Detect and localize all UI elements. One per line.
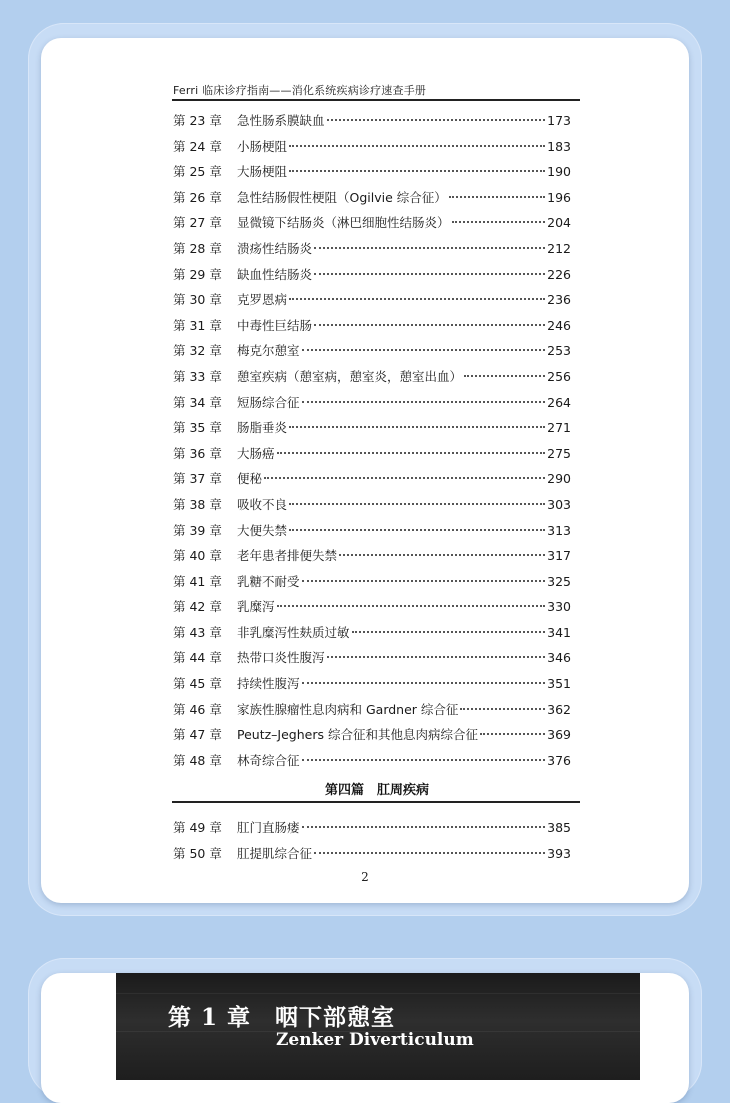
toc-entry bbox=[173, 594, 571, 620]
toc-chapter-title: 大便失禁 bbox=[237, 522, 288, 538]
toc-page-number: 183 bbox=[547, 138, 571, 154]
part-rule bbox=[172, 801, 580, 803]
part-title: 第四篇 肛周疾病 bbox=[324, 783, 429, 798]
toc-chapter-title: 肛门直肠瘘 bbox=[237, 820, 300, 835]
toc-entry bbox=[173, 518, 571, 544]
toc-page-number: 275 bbox=[547, 445, 571, 461]
toc-entry bbox=[173, 390, 571, 416]
toc-chapter-title: 显微镜下结肠炎（淋巴细胞性结肠炎） bbox=[237, 215, 450, 231]
toc-page-number: 256 bbox=[547, 368, 571, 384]
chapter-preview-card bbox=[28, 958, 702, 1098]
toc-page-number: 204 bbox=[547, 215, 571, 231]
toc-chapter-title: 溃疡性结肠炎 bbox=[237, 240, 313, 256]
toc-leader-dots bbox=[302, 401, 545, 403]
running-head: Ferri 临床诊疗指南——消化系统疾病诊疗速查手册 bbox=[173, 84, 427, 97]
toc-page-number: 376 bbox=[547, 752, 571, 768]
toc-entry bbox=[173, 108, 571, 134]
toc-entry bbox=[173, 543, 571, 569]
toc-entry bbox=[173, 569, 571, 595]
toc-chapter-number: 第 49 章 bbox=[173, 820, 222, 835]
toc-leader-dots bbox=[289, 170, 545, 172]
toc-leader-dots bbox=[302, 682, 545, 684]
toc-chapter-title: 急性结肠假性梗阻（Ogilvie 综合征） bbox=[237, 189, 447, 205]
toc-page-number: 362 bbox=[547, 701, 571, 717]
toc-page-number: 173 bbox=[547, 113, 571, 128]
toc-page-number: 290 bbox=[547, 471, 571, 487]
toc-chapter-title: 小肠梗阻 bbox=[237, 138, 288, 154]
toc-chapter-title: 缺血性结肠炎 bbox=[237, 266, 313, 282]
toc-chapter-title: 中毒性巨结肠 bbox=[237, 317, 313, 333]
toc-chapter-title: 老年患者排便失禁 bbox=[237, 548, 338, 564]
toc-page-number: 346 bbox=[547, 650, 571, 666]
toc-leader-dots bbox=[314, 247, 545, 249]
toc-leader-dots bbox=[264, 477, 545, 479]
toc-chapter-number: 第 47 章 bbox=[173, 727, 222, 743]
toc-page-number: 264 bbox=[547, 394, 571, 410]
chapter-subheading: Zenker Diverticulum bbox=[276, 1030, 474, 1050]
toc-leader-dots bbox=[449, 196, 545, 198]
toc-chapter-title: 肛提肌综合征 bbox=[237, 845, 313, 861]
toc-entry bbox=[173, 671, 571, 697]
toc-leader-dots bbox=[314, 273, 545, 275]
toc-page-number: 246 bbox=[547, 317, 571, 333]
toc-chapter-number: 第 44 章 bbox=[173, 650, 222, 666]
toc-entry bbox=[173, 159, 571, 185]
toc-chapter-title: 热带口炎性腹泻 bbox=[237, 650, 325, 666]
toc-leader-dots bbox=[314, 324, 545, 326]
chapter-page bbox=[41, 973, 689, 1103]
toc-leader-dots bbox=[289, 529, 545, 531]
toc-page-number: 317 bbox=[547, 548, 571, 564]
toc-chapter-number: 第 33 章 bbox=[173, 368, 222, 384]
toc-page-number: 313 bbox=[547, 522, 571, 538]
toc-page-number: 303 bbox=[547, 496, 571, 512]
toc-leader-dots bbox=[302, 580, 545, 582]
toc-chapter-number: 第 39 章 bbox=[173, 522, 222, 538]
toc-chapter-number: 第 37 章 bbox=[173, 471, 222, 487]
toc-chapter-number: 第 42 章 bbox=[173, 599, 222, 615]
toc-chapter-number: 第 23 章 bbox=[173, 113, 222, 128]
toc-page-number: 236 bbox=[547, 292, 571, 308]
toc-entry bbox=[173, 364, 571, 390]
toc-chapter-title: 持续性腹泻 bbox=[237, 676, 300, 692]
toc-chapter-number: 第 38 章 bbox=[173, 496, 222, 512]
toc-leader-dots bbox=[352, 631, 545, 633]
toc-leader-dots bbox=[277, 452, 545, 454]
toc-chapter-number: 第 29 章 bbox=[173, 266, 222, 282]
toc-chapter-number: 第 28 章 bbox=[173, 240, 222, 256]
toc-page-number: 226 bbox=[547, 266, 571, 282]
toc-entry bbox=[173, 466, 571, 492]
toc-chapter-number: 第 41 章 bbox=[173, 573, 222, 589]
toc-entry bbox=[173, 722, 571, 748]
toc-leader-dots bbox=[464, 375, 545, 377]
toc-leader-dots bbox=[327, 119, 545, 121]
toc-page-number: 196 bbox=[547, 189, 571, 205]
toc-chapter-title: 乳糜泻 bbox=[237, 599, 275, 615]
toc-leader-dots bbox=[277, 605, 545, 607]
toc-entry bbox=[173, 415, 571, 441]
toc-entry bbox=[173, 338, 571, 364]
toc-leader-dots bbox=[289, 298, 545, 300]
table-of-contents bbox=[173, 108, 571, 773]
page-number: 2 bbox=[361, 870, 369, 884]
toc-page-number: 253 bbox=[547, 343, 571, 359]
toc-chapter-number: 第 40 章 bbox=[173, 548, 222, 564]
toc-leader-dots bbox=[289, 426, 545, 428]
toc-chapter-number: 第 24 章 bbox=[173, 138, 222, 154]
toc-page bbox=[41, 38, 689, 903]
toc-entry bbox=[173, 134, 571, 160]
toc-chapter-number: 第 36 章 bbox=[173, 445, 222, 461]
toc-chapter-title: 急性肠系膜缺血 bbox=[237, 113, 325, 128]
toc-chapter-title: 家族性腺瘤性息肉病和 Gardner 综合征 bbox=[237, 701, 459, 717]
toc-leader-dots bbox=[480, 733, 545, 735]
toc-chapter-number: 第 30 章 bbox=[173, 292, 222, 308]
toc-leader-dots bbox=[289, 503, 545, 505]
toc-chapter-number: 第 35 章 bbox=[173, 420, 222, 436]
toc-chapter-number: 第 27 章 bbox=[173, 215, 222, 231]
toc-entry bbox=[173, 815, 571, 841]
toc-chapter-number: 第 43 章 bbox=[173, 624, 222, 640]
toc-entry bbox=[173, 492, 571, 518]
toc-leader-dots bbox=[302, 349, 545, 351]
toc-entry bbox=[173, 236, 571, 262]
toc-chapter-number: 第 32 章 bbox=[173, 343, 222, 359]
toc-entry bbox=[173, 841, 571, 867]
toc-page-number: 369 bbox=[547, 727, 571, 743]
toc-chapter-title: 林奇综合征 bbox=[237, 752, 300, 768]
toc-chapter-title: 短肠综合征 bbox=[237, 394, 300, 410]
toc-entry bbox=[173, 645, 571, 671]
toc-leader-dots bbox=[327, 656, 545, 658]
toc-entry bbox=[173, 441, 571, 467]
chapter-banner bbox=[116, 973, 640, 1080]
toc-entry bbox=[173, 185, 571, 211]
toc-chapter-number: 第 34 章 bbox=[173, 394, 222, 410]
toc-page-number: 351 bbox=[547, 676, 571, 692]
toc-chapter-title: 乳糖不耐受 bbox=[237, 573, 300, 589]
toc-entry bbox=[173, 313, 571, 339]
toc-chapter-number: 第 26 章 bbox=[173, 189, 222, 205]
toc-page-number: 385 bbox=[547, 820, 571, 835]
toc-chapter-title: 克罗恩病 bbox=[237, 292, 288, 308]
toc-page-number: 330 bbox=[547, 599, 571, 615]
toc-page-number: 271 bbox=[547, 420, 571, 436]
toc-chapter-title: Peutz–Jeghers 综合征和其他息肉病综合征 bbox=[237, 727, 478, 743]
toc-leader-dots bbox=[314, 852, 545, 854]
toc-entry bbox=[173, 262, 571, 288]
toc-page-number: 325 bbox=[547, 573, 571, 589]
header-rule bbox=[172, 99, 580, 101]
toc-chapter-title: 肠脂垂炎 bbox=[237, 420, 288, 436]
toc-chapter-number: 第 31 章 bbox=[173, 317, 222, 333]
toc-page-number: 190 bbox=[547, 164, 571, 180]
toc-chapter-title: 憩室疾病（憩室病，憩室炎，憩室出血） bbox=[237, 368, 463, 384]
toc-leader-dots bbox=[302, 826, 545, 828]
toc-page-number: 212 bbox=[547, 240, 571, 256]
toc-leader-dots bbox=[460, 708, 545, 710]
toc-leader-dots bbox=[289, 145, 545, 147]
toc-page-number: 393 bbox=[547, 845, 571, 861]
toc-chapter-title: 大肠梗阻 bbox=[237, 164, 288, 180]
toc-chapter-number: 第 48 章 bbox=[173, 752, 222, 768]
toc-chapter-title: 便秘 bbox=[237, 471, 263, 487]
toc-chapter-number: 第 25 章 bbox=[173, 164, 222, 180]
toc-chapter-title: 大肠癌 bbox=[237, 445, 275, 461]
toc-chapter-title: 梅克尔憩室 bbox=[237, 343, 300, 359]
toc-leader-dots bbox=[302, 759, 545, 761]
toc-entry bbox=[173, 748, 571, 774]
toc-page-card bbox=[28, 23, 702, 916]
toc-entry bbox=[173, 210, 571, 236]
toc-chapter-number: 第 46 章 bbox=[173, 701, 222, 717]
toc-chapter-title: 非乳糜泻性麸质过敏 bbox=[237, 624, 350, 640]
toc-leader-dots bbox=[339, 554, 545, 556]
toc-chapter-title: 吸收不良 bbox=[237, 496, 288, 512]
toc-chapter-number: 第 45 章 bbox=[173, 676, 222, 692]
toc-page-number: 341 bbox=[547, 624, 571, 640]
toc-leader-dots bbox=[452, 221, 545, 223]
toc-entry bbox=[173, 697, 571, 723]
table-of-contents-part4 bbox=[173, 815, 571, 866]
toc-entry bbox=[173, 620, 571, 646]
toc-chapter-number: 第 50 章 bbox=[173, 845, 222, 861]
toc-entry bbox=[173, 287, 571, 313]
chapter-heading: 第 1 章 咽下部憩室 bbox=[168, 1004, 396, 1031]
